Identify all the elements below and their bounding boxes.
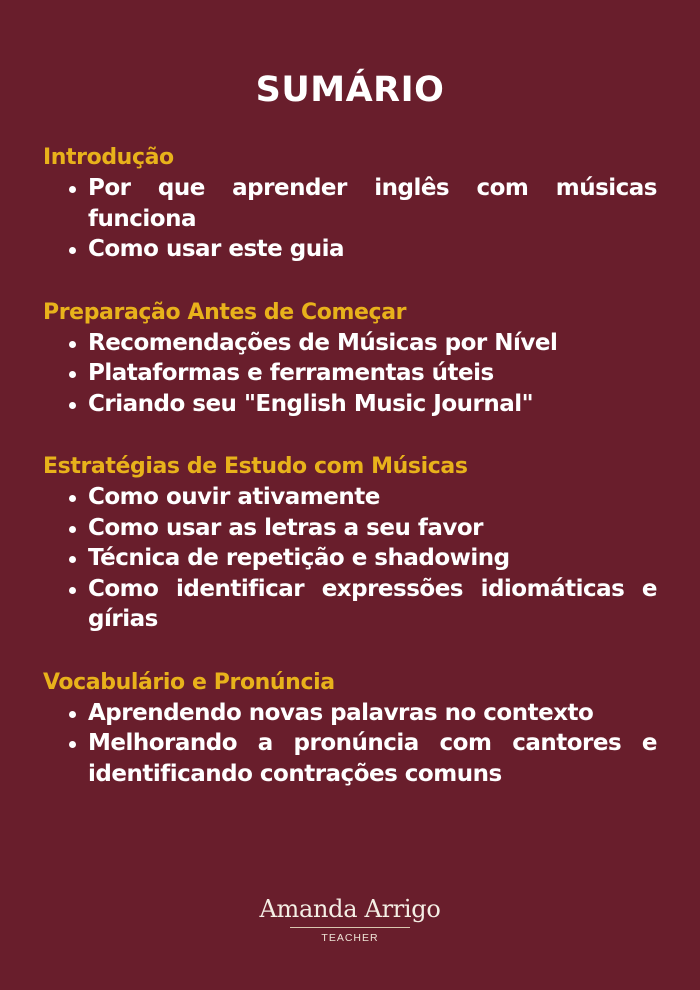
bullet-icon (69, 711, 76, 718)
toc-section-estrategias (43, 452, 657, 635)
brand-divider (290, 927, 410, 928)
section-items (43, 328, 657, 420)
bullet-icon (69, 587, 76, 594)
toc-section-introducao (43, 143, 657, 265)
brand-subtitle: TEACHER (321, 932, 379, 944)
list-item (43, 234, 657, 265)
list-item-text: Por que aprender inglês com músicas funciona (88, 175, 657, 232)
list-item-text: Como identificar expressões idiomáticas e gírias (88, 575, 657, 632)
list-item-text: Como ouvir ativamente (88, 484, 380, 510)
list-item (43, 543, 657, 574)
section-heading: Estratégias de Estudo com Músicas (43, 454, 468, 479)
toc-section-vocabulario (43, 668, 657, 790)
list-item-text: Melhorando a pronúncia com cantores e identificando contrações comuns (88, 730, 657, 787)
bullet-icon (69, 186, 76, 193)
list-item (43, 389, 657, 420)
section-heading: Preparação Antes de Começar (43, 299, 407, 325)
list-item (43, 328, 657, 359)
list-item (43, 482, 657, 513)
section-items (43, 173, 657, 265)
list-item (43, 173, 657, 234)
list-item (43, 728, 657, 789)
bullet-icon (69, 341, 76, 348)
section-items (43, 482, 657, 635)
list-item (43, 358, 657, 389)
list-item (43, 574, 657, 635)
bullet-icon (69, 495, 76, 502)
section-heading: Vocabulário e Pronúncia (43, 669, 335, 695)
page-title: SUMÁRIO (255, 70, 445, 110)
brand-name: Amanda Arrigo (259, 895, 441, 923)
list-item-text: Recomendações de Músicas por Nível (88, 329, 558, 356)
list-item-text: Criando seu "English Music Journal" (88, 390, 534, 417)
list-item-text: Como usar as letras a seu favor (88, 514, 484, 541)
list-item (43, 513, 657, 544)
bullet-icon (69, 247, 76, 254)
section-heading: Introdução (43, 145, 174, 170)
brand-logo (0, 893, 700, 944)
list-item (43, 698, 657, 729)
table-of-contents (43, 143, 657, 822)
list-item-text: Aprendendo novas palavras no contexto (88, 699, 594, 726)
list-item-text: Técnica de repetição e shadowing (88, 545, 510, 571)
bullet-icon (69, 402, 76, 409)
bullet-icon (69, 741, 76, 748)
toc-section-preparacao (43, 298, 657, 420)
bullet-icon (69, 371, 76, 378)
list-item-text: Plataformas e ferramentas úteis (88, 360, 494, 386)
bullet-icon (69, 526, 76, 533)
section-items (43, 698, 657, 790)
list-item-text: Como usar este guia (88, 236, 345, 262)
bullet-icon (69, 556, 76, 563)
